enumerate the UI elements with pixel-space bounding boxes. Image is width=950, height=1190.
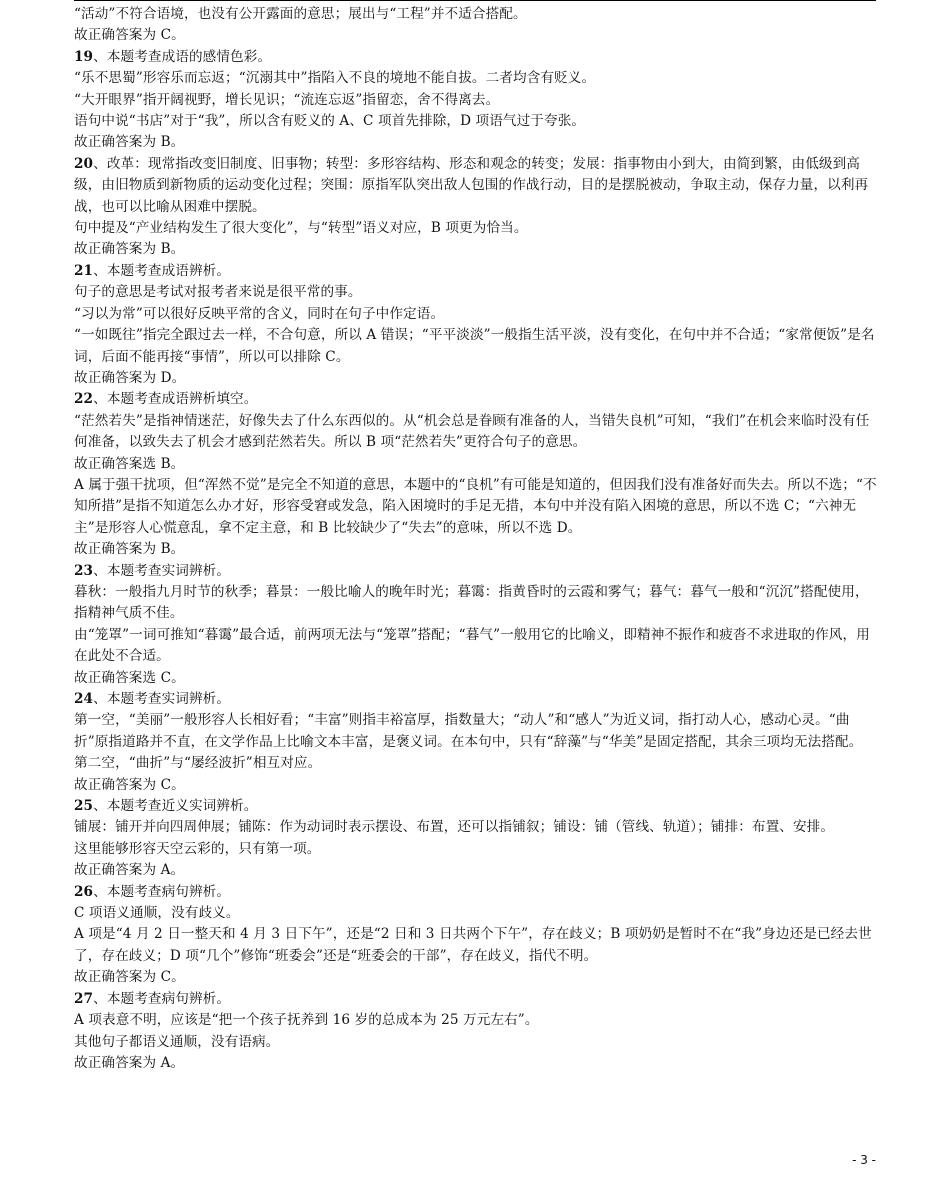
text-line [74, 25, 878, 46]
line-text: 故正确答案选 B。 [74, 455, 185, 472]
text-line [74, 839, 878, 860]
line-text: “乐不思蜀”形容乐而忘返；“沉溺其中”指陷入不良的境地不能自拔。二者均含有贬义。 [74, 70, 596, 87]
text-line [74, 1032, 878, 1053]
line-text: A 项表意不明，应该是“把一个孩子抚养到 16 岁的总成本为 25 万元左右”。 [74, 1012, 539, 1029]
text-line [74, 668, 878, 689]
text-line [74, 282, 878, 303]
line-text: 故正确答案为 C。 [74, 969, 185, 986]
line-text: “茫然若失”是指神情迷茫，好像失去了什么东西似的。从“机会总是眷顾有准备的人，当错失良机”可知，“我们”在机会来临时没有任何准备，以致失去了机会才感到茫然若失。所以 B 项“茫然若失”更符合句子的意思。 [74, 412, 870, 451]
line-text: 暮秋：一般指九月时节的秋季；暮景：一般比喻人的晚年时光；暮霭：指黄昏时的云霞和雾气；暮气：暮气一般和“沉沉”搭配使用，指精神气质不佳。 [74, 583, 869, 622]
line-text: 故正确答案为 A。 [74, 1054, 185, 1071]
question-heading [74, 689, 878, 710]
question-heading [74, 989, 878, 1010]
line-text: 第一空，“美丽”一般形容人长相好看；“丰富”则指丰裕富厚，指数量大；“动人”和“感人”为近义词，指打动人心，感动心灵。“曲折”原指道路并不直，在文学作品上比喻文本丰富，是褒义词。在本句中，只有“辞藻”与“华美”是固定搭配，其余三项均无法搭配。 [74, 712, 863, 750]
text-line [74, 710, 878, 753]
text-line [74, 924, 878, 967]
question-heading [74, 882, 878, 903]
text-line [74, 411, 878, 454]
line-text: 故正确答案为 B。 [74, 541, 185, 558]
line-text: “大开眼界”指开阔视野，增长见识；“流连忘返”指留恋，舍不得离去。 [74, 91, 500, 108]
line-text: 、改革：现常指改变旧制度、旧事物；转型：多形容结构、形态和观念的转变；发展：指事物由小到大，由简到繁，由低级到高级，由旧物质到新物质的运动变化过程；突围：原指军队突出敌人包围的作战行动，目的是摆脱被动，争取主动，保存力量，以利再战，也可以比喻从困难中摆脱。 [74, 155, 869, 215]
text-line [74, 4, 878, 25]
line-text: “一如既往”指完全跟过去一样，不合句意，所以 A 错误；“平平淡淡”一般指生活平淡，没有变化，在句中并不合适；“家常便饭”是名词，后面不能再接“事情”，所以可以排除 C。 [74, 327, 875, 365]
line-text: 、本题考查近义实词辨析。 [93, 798, 258, 815]
line-text: 其他句子都语义通顺，没有语病。 [74, 1033, 280, 1050]
line-text: 故正确答案为 C。 [74, 776, 185, 793]
text-line [74, 625, 878, 668]
text-line [74, 304, 878, 325]
question-number: 27 [74, 990, 94, 1007]
line-text: 、本题考查病句辨析。 [93, 990, 231, 1007]
line-text: 第二空，“曲折”与“屡经波折”相互对应。 [74, 755, 322, 772]
text-line [74, 753, 878, 774]
text-line [74, 903, 878, 924]
question-number: 21 [74, 262, 94, 279]
question-number: 25 [74, 798, 94, 815]
text-line [74, 132, 878, 153]
line-text: 句子的意思是考试对报考者来说是很平常的事。 [74, 284, 362, 301]
question-heading [74, 154, 878, 218]
text-line [74, 68, 878, 89]
question-heading [74, 261, 878, 282]
header-rule [74, 0, 876, 1]
line-text: 铺展：铺开并向四周伸展；铺陈：作为动词时表示摆设、布置，还可以指铺叙；铺设：铺（管线、轨道）；铺排：布置、安排。 [74, 819, 835, 836]
line-text: C 项语义通顺，没有歧义。 [74, 905, 240, 922]
question-number: 20 [74, 155, 94, 172]
question-number: 19 [74, 48, 94, 65]
line-text: 由“笼罩”一词可推知“暮霭”最合适，前两项无法与“笼罩”搭配；“暮气”一般用它的比喻义，即精神不振作和疲沓不求进取的作风，用在此处不合适。 [74, 626, 870, 665]
line-text: “活动”不符合语境，也没有公开露面的意思；展出与“工程”并不适合搭配。 [74, 6, 527, 22]
line-text: 、本题考查成语辨析填空。 [93, 391, 258, 408]
text-line [74, 860, 878, 881]
text-line [74, 90, 878, 111]
line-text: A 项是“4 月 2 日一整天和 4 月 3 日下午”，还是“2 日和 3 日共两个下午”，存在歧义；B 项奶奶是暂时不在“我”身边还是已经去世了，存在歧义；D 项“几个”修饰“班委会”还是“班委会的干部”，存在歧义，指代不明。 [74, 926, 872, 964]
text-line [74, 218, 878, 239]
question-number: 22 [74, 391, 94, 408]
line-text: 故正确答案选 C。 [74, 669, 185, 686]
text-line [74, 475, 878, 539]
line-text: 、本题考查成语辨析。 [93, 262, 231, 279]
text-line [74, 111, 878, 132]
line-text: 、本题考查实词辨析。 [93, 691, 231, 707]
line-text: 这里能够形容天空云彩的，只有第一项。 [74, 840, 321, 857]
question-heading [74, 561, 878, 582]
text-line [74, 967, 878, 988]
line-text: 故正确答案为 A。 [74, 862, 185, 879]
text-line [74, 239, 878, 260]
line-text: A 属于强干扰项，但“浑然不觉”是完全不知道的意思，本题中的“良机”有可能是知道的，但因我们没有准备好而失去。所以不选；“不知所措”是指不知道怎么办才好，形容受窘或发急，陷入困境时的手足无措，本句中并没有陷入困境的意思，所以不选 C；“六神无主”是形容人心慌意乱，拿不定主意，和 B 比较缺少了“失去”的意味，所以不选 D。 [74, 476, 877, 536]
question-heading [74, 796, 878, 817]
text-line [74, 817, 878, 838]
line-text: 句中提及“产业结构发生了很大变化”，与“转型”语义对应，B 项更为恰当。 [74, 220, 528, 237]
question-heading [74, 389, 878, 410]
text-line [74, 325, 878, 368]
line-text: 故正确答案为 D。 [74, 369, 186, 386]
line-text: 、本题考查实词辨析。 [93, 562, 231, 579]
line-text: “习以为常”可以很好反映平常的含义，同时在句子中作定语。 [74, 305, 445, 322]
line-text: 故正确答案为 B。 [74, 134, 185, 151]
line-text: 语句中说“书店”对于“我”，所以含有贬义的 A、C 项首先排除，D 项语气过于夸张。 [74, 113, 586, 130]
question-heading [74, 47, 878, 68]
line-text: 、本题考查病句辨析。 [93, 883, 231, 900]
answer-explanations [74, 4, 878, 1074]
text-line [74, 1010, 878, 1031]
line-text: 、本题考查成语的感情色彩。 [93, 48, 272, 65]
text-line [74, 775, 878, 796]
line-text: 故正确答案为 B。 [74, 241, 185, 258]
question-number: 24 [74, 691, 94, 707]
question-number: 23 [74, 562, 94, 579]
text-line [74, 582, 878, 625]
text-line [74, 539, 878, 560]
page-number: - 3 - [852, 1153, 876, 1167]
question-number: 26 [74, 883, 94, 900]
text-line [74, 1053, 878, 1074]
text-line [74, 454, 878, 475]
line-text: 故正确答案为 C。 [74, 27, 185, 44]
text-line [74, 368, 878, 389]
